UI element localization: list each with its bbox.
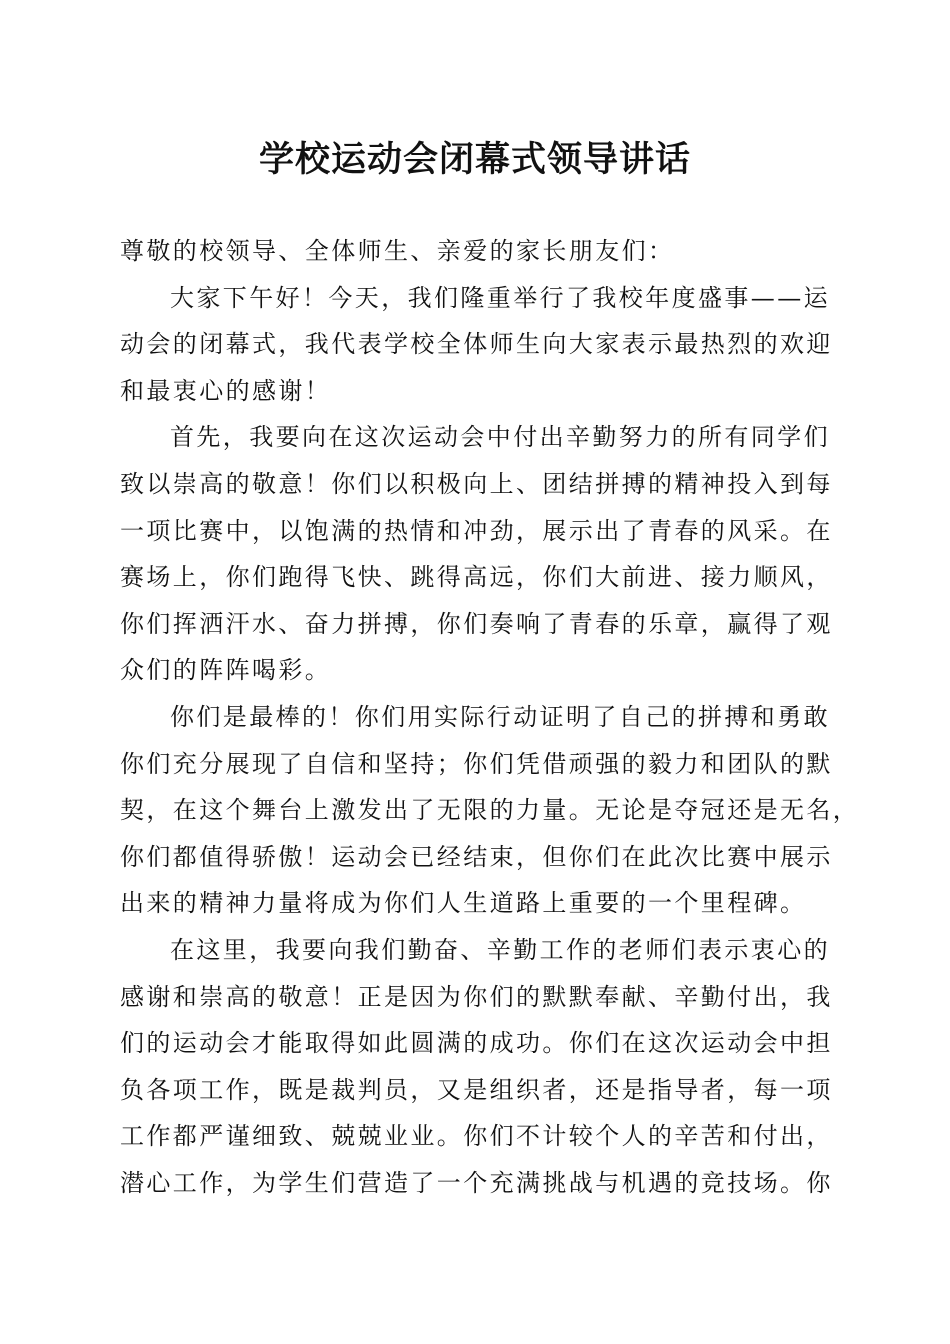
paragraph-line: 负各项工作，既是裁判员，又是组织者，还是指导者，每一项 bbox=[120, 1075, 833, 1104]
paragraph-line: 你们都值得骄傲！运动会已经结束，但你们在此次比赛中展示 bbox=[120, 842, 833, 871]
paragraph-line: 你们是最棒的！你们用实际行动证明了自己的拼搏和勇敢 bbox=[170, 702, 830, 731]
paragraph-students bbox=[120, 414, 840, 694]
paragraph-line: 动会的闭幕式，我代表学校全体师生向大家表示最热烈的欢迎 bbox=[120, 330, 833, 359]
paragraph-line: 赛场上，你们跑得飞快、跳得高远，你们大前进、接力顺风， bbox=[120, 563, 833, 592]
document-title: 学校运动会闭幕式领导讲话 bbox=[258, 139, 691, 180]
paragraph-line: 工作都严谨细致、兢兢业业。你们不计较个人的辛苦和付出， bbox=[120, 1122, 833, 1151]
paragraph-line: 众们的阵阵喝彩。 bbox=[120, 656, 332, 685]
paragraph-line: 在这里，我要向我们勤奋、辛勤工作的老师们表示衷心的 bbox=[170, 935, 830, 964]
paragraph-line: 潜心工作，为学生们营造了一个充满挑战与机遇的竞技场。你 bbox=[120, 1168, 833, 1197]
paragraph-line: 感谢和崇高的敬意！正是因为你们的默默奉献、辛勤付出，我 bbox=[120, 982, 833, 1011]
paragraph-line: 首先，我要向在这次运动会中付出辛勤努力的所有同学们 bbox=[170, 423, 830, 452]
paragraph-line: 你们挥洒汗水、奋力拼搏，你们奏响了青春的乐章，赢得了观 bbox=[120, 609, 833, 638]
paragraph-line: 契，在这个舞台上激发出了无限的力量。无论是夺冠还是无名， bbox=[120, 796, 860, 825]
salutation: 尊敬的校领导、全体师生、亲爱的家长朋友们： bbox=[120, 237, 675, 265]
paragraph-praise bbox=[120, 694, 860, 927]
paragraph-line: 一项比赛中，以饱满的热情和冲劲，展示出了青春的风采。在 bbox=[120, 516, 833, 545]
paragraph-line: 出来的精神力量将成为你们人生道路上重要的一个里程碑。 bbox=[120, 889, 807, 918]
paragraph-line: 和最衷心的感谢！ bbox=[120, 376, 332, 405]
paragraph-line: 大家下午好！今天，我们隆重举行了我校年度盛事——运 bbox=[170, 283, 830, 312]
paragraph-teachers bbox=[120, 927, 840, 1207]
paragraph-greeting bbox=[120, 275, 840, 415]
document-body bbox=[120, 228, 860, 1206]
paragraph-line: 你们充分展现了自信和坚持；你们凭借顽强的毅力和团队的默 bbox=[120, 749, 833, 778]
paragraph-line: 致以崇高的敬意！你们以积极向上、团结拼搏的精神投入到每 bbox=[120, 469, 833, 498]
paragraph-line: 们的运动会才能取得如此圆满的成功。你们在这次运动会中担 bbox=[120, 1029, 833, 1058]
